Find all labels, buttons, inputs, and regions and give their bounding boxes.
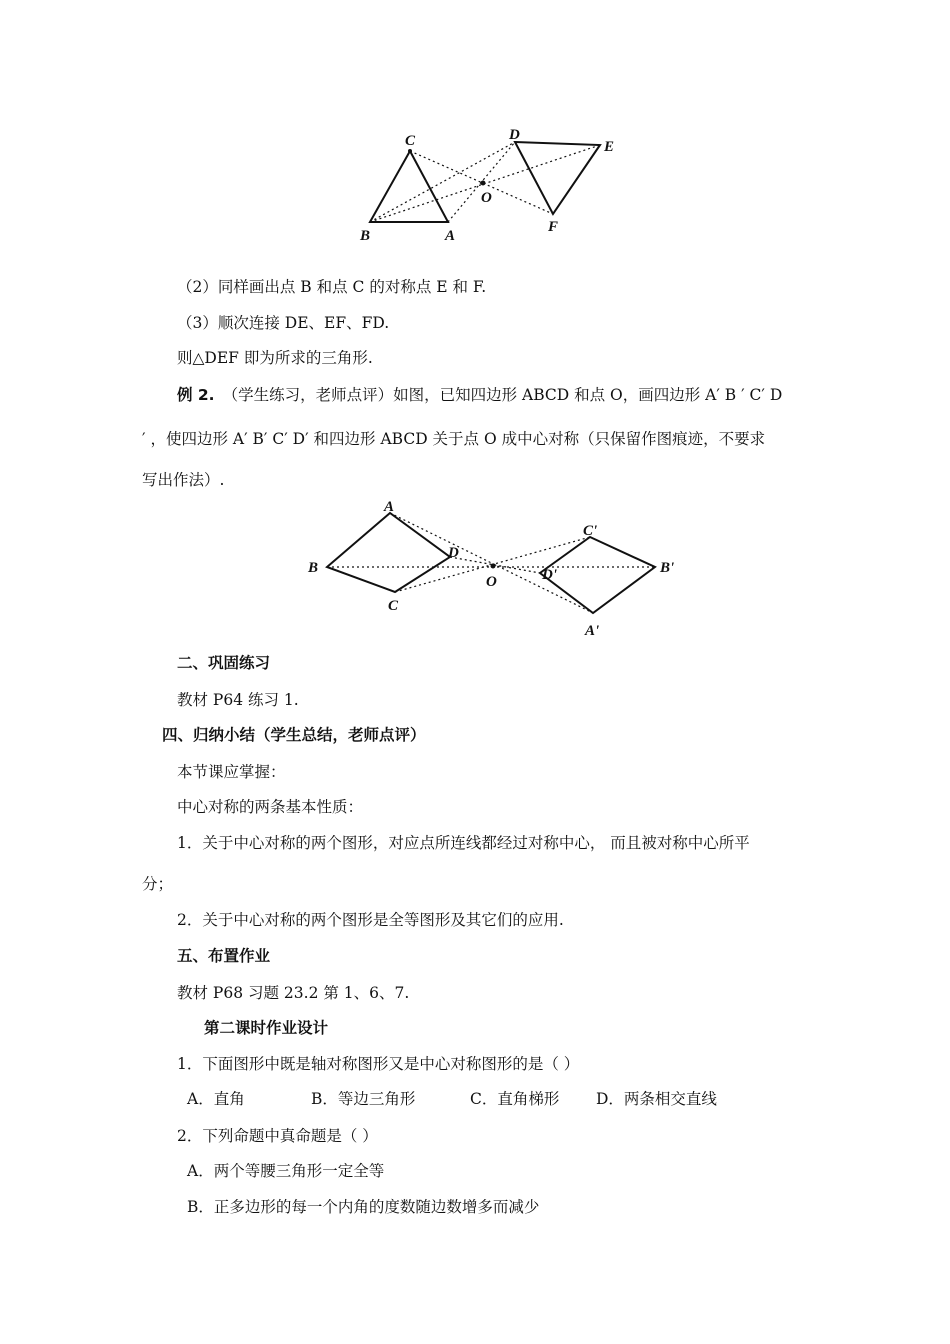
q1-option-b: B．等边三角形 — [311, 1090, 416, 1108]
triangle-def — [515, 142, 600, 214]
step-2: （2）同样画出点 B 和点 C 的对称点 E 和 F. — [177, 278, 487, 296]
step-3: （3）顺次连接 DE、EF、FD. — [177, 314, 390, 332]
label-b-prime: B' — [660, 560, 675, 576]
quadrilateral-abcd — [327, 513, 450, 592]
label-f: F — [548, 219, 559, 235]
label-b: B — [308, 560, 319, 576]
label-c: C — [405, 133, 416, 149]
practice-heading: 二、巩固练习 — [177, 654, 271, 672]
label-c: C — [388, 598, 399, 614]
lesson2-heading: 第二课时作业设计 — [204, 1019, 329, 1037]
label-d: D — [448, 545, 459, 561]
question-2: 2．下列命题中真命题是（ ） — [177, 1127, 378, 1145]
example-2-text-1: （学生练习，老师点评）如图，已知四边形 ABCD 和点 O，画四边形 A′ B ′ C′ D — [222, 386, 783, 404]
summary-item-2: 2．关于中心对称的两个图形是全等图形及其它们的应用. — [177, 911, 564, 929]
q1-option-c: C．直角梯形 — [470, 1090, 560, 1108]
q2-option-a: A．两个等腰三角形一定全等 — [187, 1162, 385, 1180]
summary-intro: 本节课应掌握： — [177, 763, 286, 781]
label-d: D — [509, 127, 520, 143]
conclusion: 则△DEF 即为所求的三角形. — [177, 349, 373, 367]
example-2-label: 例 2. — [177, 386, 215, 404]
label-a-prime: A' — [585, 623, 600, 639]
example-2-line-3: 写出作法）. — [142, 471, 225, 489]
figure-quadrilaterals-central-symmetry — [300, 495, 690, 645]
summary-item-1: 1．关于中心对称的两个图形，对应点所连线都经过对称中心， 而且被对称中心所平 — [177, 834, 750, 852]
example-2-line-2: ′ ，使四边形 A′ B′ C′ D′ 和四边形 ABCD 关于点 O 成中心对称（只保留作图痕迹，不要求 — [142, 430, 766, 448]
construction-dotted-lines-2 — [327, 513, 655, 613]
homework-heading: 五、布置作业 — [177, 947, 271, 965]
quadrilateral-a2b2c2d2 — [540, 537, 655, 613]
homework-text: 教材 P68 习题 23.2 第 1、6、7. — [177, 984, 410, 1002]
label-d-prime: D' — [542, 567, 557, 583]
label-a: A — [445, 228, 456, 244]
point-o-2 — [491, 564, 496, 569]
label-e: E — [604, 139, 615, 155]
summary-sub: 中心对称的两条基本性质： — [177, 798, 364, 816]
label-b: B — [360, 228, 371, 244]
label-o: O — [481, 190, 492, 206]
q1-option-a: A．直角 — [187, 1090, 245, 1108]
example-2-line-1 — [177, 385, 782, 405]
q2-option-b: B．正多边形的每一个内角的度数随边数增多而减少 — [187, 1198, 540, 1216]
point-o — [481, 181, 486, 186]
question-1: 1．下面图形中既是轴对称图形又是中心对称图形的是（ ） — [177, 1055, 580, 1073]
q1-option-d: D．两条相交直线 — [596, 1090, 717, 1108]
label-c-prime: C' — [583, 523, 598, 539]
label-a: A — [384, 499, 395, 515]
practice-text: 教材 P64 练习 1. — [177, 691, 299, 709]
label-o: O — [486, 574, 497, 590]
triangle-abc — [370, 151, 448, 222]
summary-item-1-cont: 分； — [142, 875, 174, 893]
figure-triangles-central-symmetry — [355, 125, 630, 245]
summary-heading: 四、归纳小结（学生总结，老师点评） — [162, 726, 426, 744]
